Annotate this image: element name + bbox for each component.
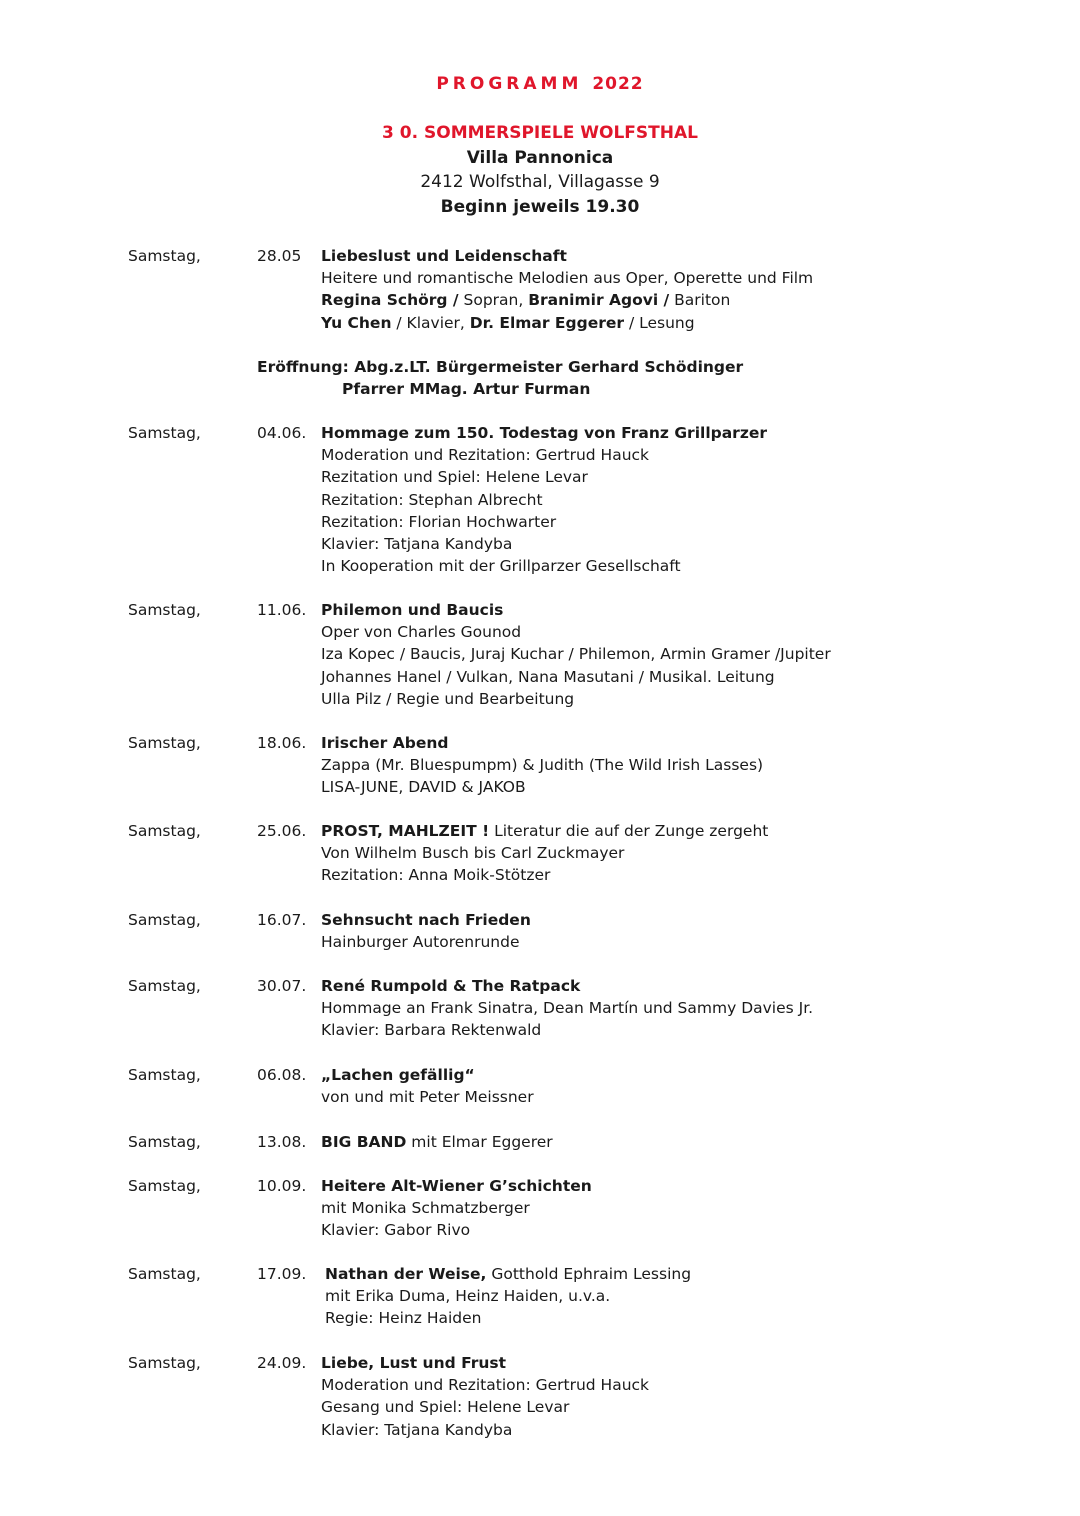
event-detail-line: Moderation und Rezitation: Gertrud Hauck (321, 1376, 650, 1395)
event-day: Samstag, (128, 1066, 201, 1084)
event-performers (321, 312, 813, 334)
event-detail-line: Klavier: Tatjana Kandyba (321, 535, 513, 554)
event-detail-line: mit Erika Duma, Heinz Haiden, u.v.a. (325, 1287, 611, 1306)
program-title-year: 2022 (592, 74, 644, 94)
event-title: Heitere Alt-Wiener G’schichten (321, 1177, 592, 1195)
event-title: Sehnsucht nach Frieden (321, 911, 531, 929)
event-detail-line: Rezitation: Florian Hochwarter (321, 512, 557, 531)
event-day: Samstag, (128, 247, 201, 265)
event-detail-line: Ulla Pilz / Regie und Bearbeitung (321, 689, 575, 708)
event-detail-line: Rezitation: Stephan Albrecht (321, 490, 543, 509)
event-day: Samstag, (128, 822, 201, 840)
event-day: Samstag, (128, 1177, 201, 1195)
event-details (321, 820, 768, 887)
event-detail-line: In Kooperation mit der Grillparzer Gesellschaft (321, 557, 681, 576)
event-date: 16.07. (257, 911, 307, 929)
event-details (321, 732, 763, 799)
event-date: 04.06. (257, 424, 307, 442)
event-details (321, 1064, 534, 1108)
event-day: Samstag, (128, 1354, 201, 1372)
event-day: Samstag, (128, 1133, 201, 1151)
event-details (321, 1175, 592, 1242)
event-title: Nathan der Weise, (325, 1265, 487, 1283)
event-title-line (321, 820, 768, 842)
event-title-rest: Literatur die auf der Zunge zergeht (489, 822, 769, 840)
event-detail-line: Iza Kopec / Baucis, Juraj Kuchar / Philemon, Armin Gramer /Jupiter (321, 645, 831, 664)
performer-name: Yu Chen (321, 313, 392, 332)
event-date: 06.08. (257, 1066, 307, 1084)
event-date: 17.09. (257, 1265, 307, 1283)
event-title-line (321, 1131, 553, 1153)
performer-role: Bariton (669, 291, 731, 310)
performer-role: Sopran, (458, 291, 529, 310)
event-title: „Lachen gefällig“ (321, 1066, 475, 1084)
event-detail-line: von und mit Peter Meissner (321, 1088, 534, 1107)
event-day: Samstag, (128, 734, 201, 752)
event-title: Philemon und Baucis (321, 601, 504, 619)
opening-line-2: Pfarrer MMag. Artur Furman (342, 380, 591, 399)
program-title (0, 74, 1080, 94)
performer-name: Dr. Elmar Eggerer (469, 313, 625, 332)
event-detail-line: Johannes Hanel / Vulkan, Nana Masutani / Musikal. Leitung (321, 667, 775, 686)
event-details (321, 599, 831, 710)
event-detail-line: Zappa (Mr. Bluespumpm) & Judith (The Wild Irish Lasses) (321, 756, 764, 775)
event-date: 30.07. (257, 977, 307, 995)
program-title-word: PROGRAMM (436, 74, 583, 94)
event-detail-line: Rezitation: Anna Moik-Stötzer (321, 866, 551, 885)
event-title-rest: Gotthold Ephraim Lessing (486, 1265, 692, 1283)
event-subtitle: Heitere und romantische Melodien aus Oper, Operette und Film (321, 269, 814, 288)
event-date: 25.06. (257, 822, 307, 840)
event-details (321, 422, 767, 577)
event-details (321, 245, 813, 334)
event-detail-line: Von Wilhelm Busch bis Carl Zuckmayer (321, 844, 625, 863)
event-date: 28.05 (257, 247, 302, 265)
event-day: Samstag, (128, 911, 201, 929)
event-details (321, 975, 813, 1042)
event-title: BIG BAND (321, 1133, 407, 1151)
event-detail-line: Hommage an Frank Sinatra, Dean Martín und Sammy Davies Jr. (321, 999, 814, 1018)
event-detail-line: Oper von Charles Gounod (321, 623, 522, 642)
event-title-rest: mit Elmar Eggerer (406, 1133, 553, 1151)
event-title: Liebe, Lust und Frust (321, 1354, 507, 1372)
event-title: René Rumpold & The Ratpack (321, 977, 581, 995)
event-detail-line: Rezitation und Spiel: Helene Levar (321, 468, 588, 487)
event-performers (321, 289, 813, 311)
start-time: Beginn jeweils 19.30 (440, 197, 640, 217)
event-details (321, 1131, 553, 1153)
event-details (325, 1263, 691, 1330)
event-details (321, 1352, 649, 1441)
performer-role: / Lesung (624, 313, 695, 332)
event-details (321, 909, 531, 953)
event-date: 11.06. (257, 601, 307, 619)
event-title-line (325, 1263, 691, 1285)
festival-name: 3 0. SOMMERSPIELE WOLFSTHAL (382, 123, 698, 143)
venue-name: Villa Pannonica (466, 148, 614, 168)
event-title: Liebeslust und Leidenschaft (321, 247, 567, 265)
event-detail-line: Klavier: Barbara Rektenwald (321, 1021, 542, 1040)
event-day: Samstag, (128, 1265, 201, 1283)
performer-role: / Klavier, (391, 313, 470, 332)
event-date: 18.06. (257, 734, 307, 752)
event-detail-line: Klavier: Gabor Rivo (321, 1221, 471, 1240)
event-detail-line: Moderation und Rezitation: Gertrud Hauck (321, 446, 650, 465)
event-detail-line: Regie: Heinz Haiden (325, 1309, 482, 1328)
event-detail-line: Hainburger Autorenrunde (321, 933, 520, 952)
event-date: 24.09. (257, 1354, 307, 1372)
opening-note (257, 356, 743, 400)
event-day: Samstag, (128, 977, 201, 995)
performer-name: Branimir Agovi / (528, 291, 670, 310)
event-title: Irischer Abend (321, 734, 449, 752)
venue-address: 2412 Wolfsthal, Villagasse 9 (420, 172, 660, 192)
event-detail-line: Gesang und Spiel: Helene Levar (321, 1398, 570, 1417)
opening-line-1: Eröffnung: Abg.z.LT. Bürgermeister Gerhard Schödinger (257, 358, 744, 376)
performer-name: Regina Schörg / (321, 291, 459, 310)
event-date: 13.08. (257, 1133, 307, 1151)
event-detail-line: mit Monika Schmatzberger (321, 1199, 530, 1218)
event-date: 10.09. (257, 1177, 307, 1195)
event-day: Samstag, (128, 601, 201, 619)
event-detail-line: Klavier: Tatjana Kandyba (321, 1420, 513, 1439)
event-detail-line: LISA-JUNE, DAVID & JAKOB (321, 778, 526, 797)
event-title: Hommage zum 150. Todestag von Franz Grillparzer (321, 424, 768, 442)
event-title: PROST, MAHLZEIT ! (321, 822, 490, 840)
event-day: Samstag, (128, 424, 201, 442)
